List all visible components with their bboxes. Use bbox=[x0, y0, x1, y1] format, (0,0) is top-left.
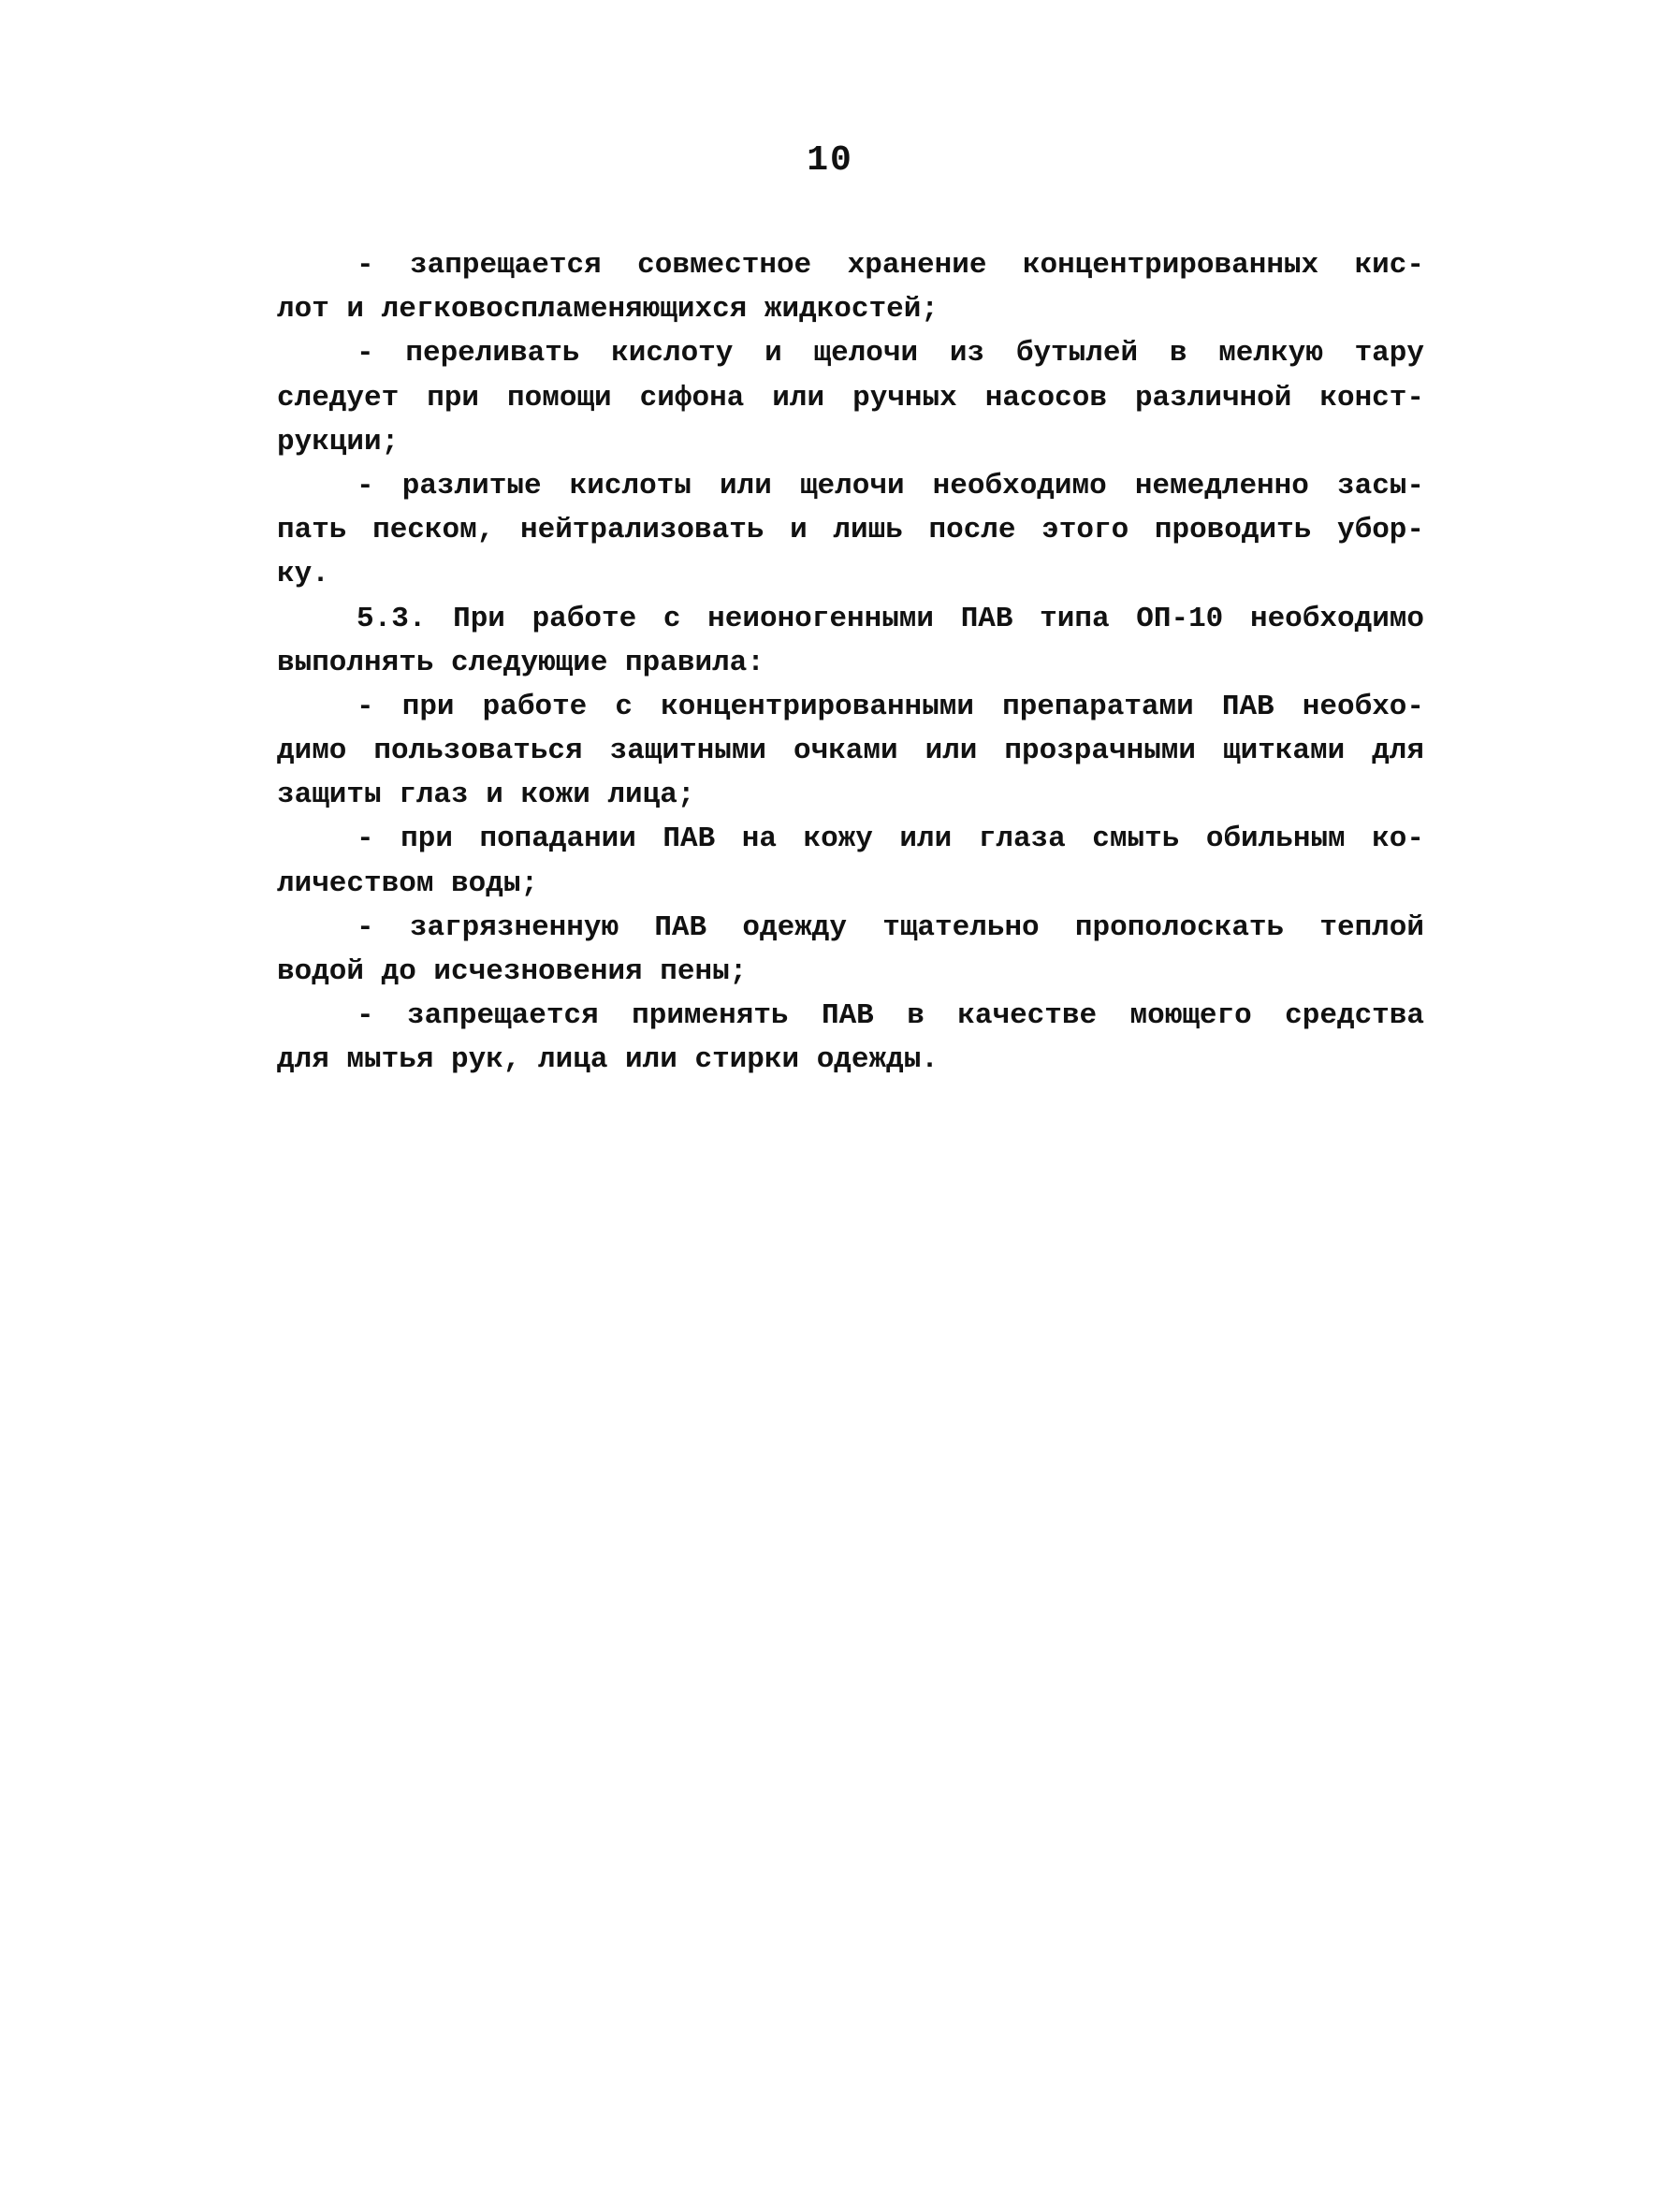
text-line: пать песком, нейтрализовать и лишь после этого проводить убор- bbox=[277, 514, 1424, 547]
text-line: - при попадании ПАВ на кожу или глаза смыть обильным ко- bbox=[357, 822, 1424, 856]
text-line: выполнять следующие правила: bbox=[277, 646, 764, 679]
document-body bbox=[277, 243, 1424, 1083]
text-line: димо пользоваться защитными очками или прозрачными щитками для bbox=[277, 735, 1424, 768]
section-heading-line: 5.3. При работе с неионогенными ПАВ типа ОП-10 необходимо bbox=[357, 602, 1424, 635]
text-line: - при работе с концентрированными препаратами ПАВ необхо- bbox=[357, 690, 1424, 723]
text-line: водой до исчезновения пены; bbox=[277, 955, 748, 988]
text-line: - запрещается совместное хранение концентрированных кис- bbox=[357, 249, 1424, 282]
text-line: для мытья рук, лица или стирки одежды. bbox=[277, 1043, 939, 1077]
text-line: - разлитые кислоты или щелочи необходимо немедленно засы- bbox=[357, 469, 1424, 502]
text-line: личеством воды; bbox=[277, 866, 539, 900]
text-line: рукции; bbox=[277, 425, 400, 458]
text-line: защиты глаз и кожи лица; bbox=[277, 779, 695, 812]
text-line: ку. bbox=[277, 558, 329, 591]
page-number: 10 bbox=[807, 140, 853, 181]
text-line: лот и легковоспламеняющихся жидкостей; bbox=[277, 293, 939, 327]
text-line: - запрещается применять ПАВ в качестве моющего средства bbox=[357, 999, 1424, 1033]
text-line: - загрязненную ПАВ одежду тщательно прополоскать теплой bbox=[357, 910, 1424, 944]
text-line: следует при помощи сифона или ручных насосов различной конст- bbox=[277, 381, 1424, 415]
text-line: - переливать кислоту и щелочи из бутылей в мелкую тару bbox=[357, 337, 1424, 371]
